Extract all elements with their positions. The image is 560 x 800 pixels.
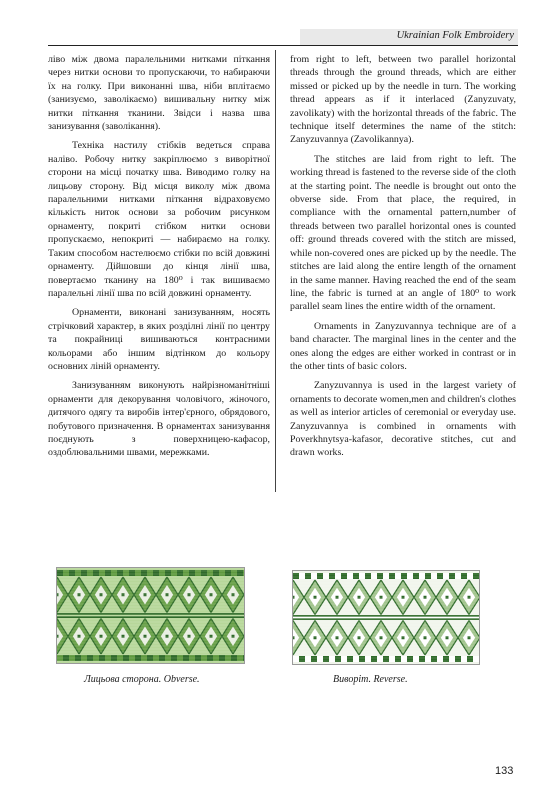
running-title: Ukrainian Folk Embroidery <box>396 30 514 41</box>
column-divider <box>275 50 276 492</box>
header-rule <box>48 45 300 46</box>
paragraph: Орнаменти, виконані занизуванням, носять стрічковий характер, в яких розділні лінії по центру та покрайниці вишиваються контрасними кольорами або іншим відтінком до кольору основних ліній орнаменту. <box>48 307 270 372</box>
ukrainian-text-column <box>48 53 270 460</box>
paragraph: Zanyzuvannya is used in the largest variety of ornaments to decorate women,men and children's clothes as well as interior articles of ceremonial or everyday use. Zanyzuvannya is combined in ornaments with Poverkhnytsya-kafasor, decorative stitches, cut and drawn works. <box>290 380 516 459</box>
figure-caption-obverse: Лицьова сторона. Obverse. <box>84 674 200 685</box>
paragraph: ліво між двома паралельними нитками піткання через нитки основи то пропускаючи, то набираючи їх на голку. При виконанні шва, ніби вплітаємо (занизуємо, заволікаємо) вишивальну нитку між нитки піткання тканини. Звідси і назва шва занизування (заволікання). <box>48 54 270 133</box>
reverse-embroidery-image <box>292 570 480 665</box>
embroidery-sample-reverse-icon <box>293 571 479 664</box>
paragraph: Занизуванням виконують найрізноманітніші орнаменти для декорування чоловічого, жіночого, дитячого одягу та виробів інтер'єрного, обрядового, побутового призначення. В орнаментах занизування поєднують з поверхницею-кафасор, оздоблювальними швами, мережками. <box>48 380 270 459</box>
paragraph: The stitches are laid from right to left. The working thread is fastened to the reverse side of the cloth at the starting point. The needle is brought out onto the obverse side. From that place, the required, in compliance with the ornamental pattern,number of threads between two parallel horizontal ones is counted off: ground threads covered with the stitch are missed, while non-covered ones are picked up by the needle. The stitches are laid along the entire length of the ornament in the same manner. Having reached the end of the seam line, the fabric is turned at an angle of 180⁰ to work parallel seam lines the entire width of the ornament. <box>290 153 516 313</box>
running-header <box>300 29 518 46</box>
figure-caption-reverse: Виворіт. Reverse. <box>333 674 408 685</box>
page-number: 133 <box>495 765 514 777</box>
english-text-column <box>290 53 516 460</box>
obverse-embroidery-image <box>56 567 245 664</box>
embroidery-sample-obverse-icon <box>57 568 244 663</box>
paragraph: from right to left, between two parallel horizontal threads through the ground threads, which are either missed or picked up by the needle in turn. The working thread appears as if it interlaced (Zanyzuvaty, zavolikaty) with the horizontal threads of the fabric. The technique itself determines the name of the stitch: Zanyzuvannya (Zavolikannya). <box>290 54 516 146</box>
paragraph: Ornaments in Zanyzuvannya technique are of a band character. The marginal lines in the center and the ones along the edges are either worked in contrast or in the other tints of basic colors. <box>290 320 516 372</box>
paragraph: Техніка настилу стібків ведеться справа наліво. Робочу нитку закріплюємо з виворітної сторони на місці початку шва. Виводимо голку на лицьову сторону. Від місця виколу між двома паралельними нитками піткання відраховуємо кількість ниток основи за робочим рисунком орнаменту, покриті стібком нитки основи пропускаємо, непокриті — набираємо на голку. Таким способом настелюємо стібки по всій довжині орнаменту. Дійшовши до кінця лінії шва, повертаємо тканину на 180⁰ і так вишиваємо паралельні лінії шва по всій довжині орнаменту. <box>48 140 270 299</box>
